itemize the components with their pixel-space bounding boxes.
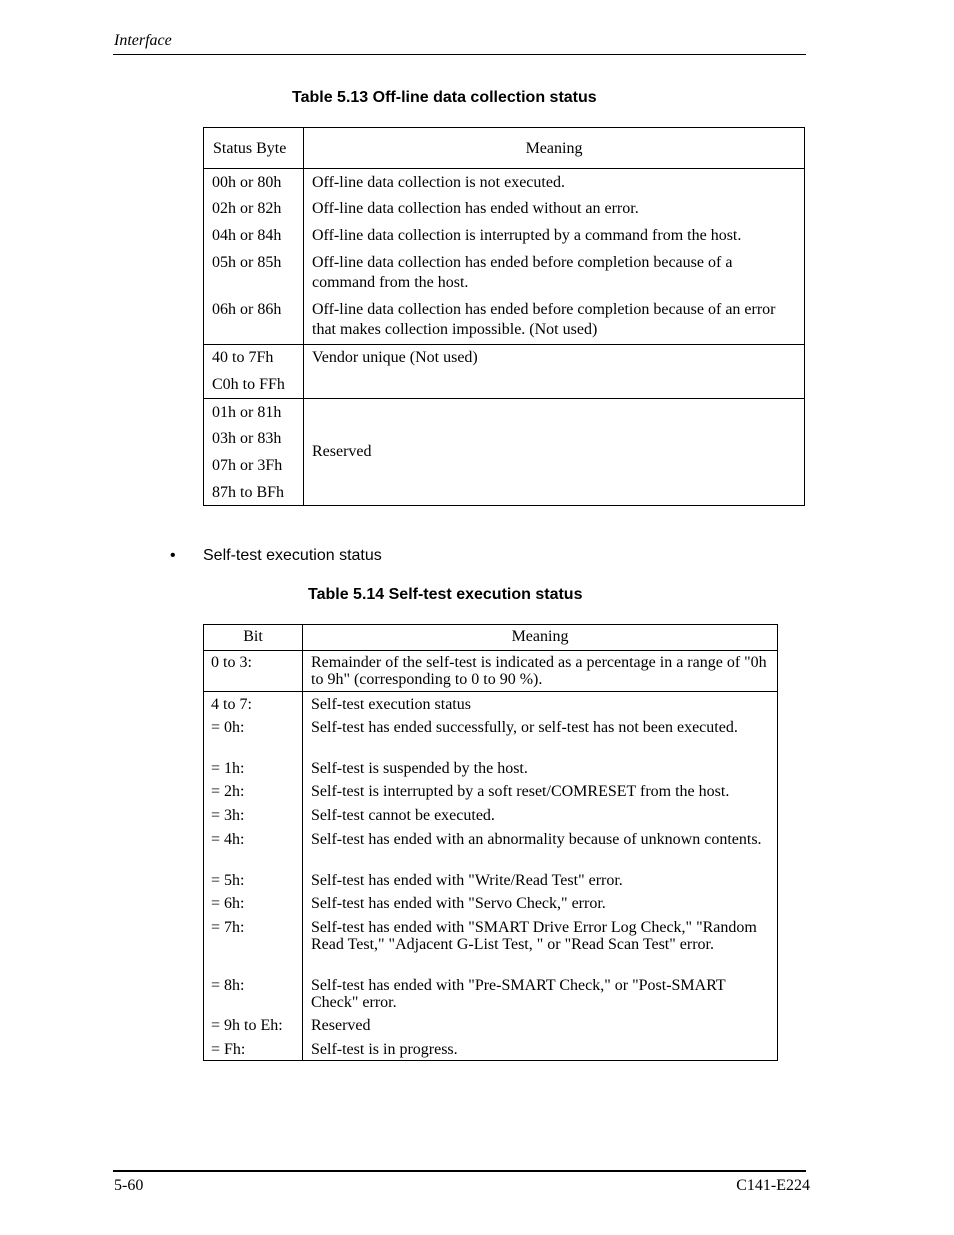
column-header-meaning: Meaning (511, 628, 569, 645)
meaning-cell: Off-line data collection is not executed. (312, 174, 565, 191)
status-byte-cell: 06h or 86h (212, 301, 282, 318)
bit-cell: 4 to 7: (211, 696, 252, 713)
bit-cell: = 8h: (211, 977, 245, 994)
bit-cell: = 7h: (211, 919, 245, 936)
row-group-divider (204, 398, 804, 399)
bit-cell: = 3h: (211, 807, 245, 824)
meaning-cell: Self-test is suspended by the host. (311, 760, 528, 777)
column-header-status-byte: Status Byte (213, 140, 287, 157)
header-row-divider (204, 168, 804, 169)
column-divider (303, 128, 304, 505)
status-byte-cell: 01h or 81h (212, 404, 282, 421)
self-test-status-table (203, 624, 778, 1061)
bit-cell: = 9h to Eh: (211, 1017, 283, 1034)
bullet-marker: • (170, 547, 176, 564)
meaning-cell: Remainder of the self-test is indicated as a percentage in a range of "0h to 9h" (corresponding to 0 to 90 %). (311, 654, 767, 688)
meaning-cell: Reserved (312, 443, 372, 460)
status-byte-cell: 07h or 3Fh (212, 457, 283, 474)
bit-cell: = 2h: (211, 783, 245, 800)
status-byte-cell: 02h or 82h (212, 200, 282, 217)
meaning-cell: Off-line data collection is interrupted by a command from the host. (312, 227, 742, 244)
status-byte-cell: 05h or 85h (212, 254, 282, 271)
column-header-bit: Bit (243, 628, 263, 645)
meaning-cell: Off-line data collection has ended before completion because of an error that makes collection impossible. (Not used) (312, 301, 776, 338)
status-byte-cell: 00h or 80h (212, 174, 282, 191)
bit-cell: = 1h: (211, 760, 245, 777)
bullet-item-text: Self-test execution status (203, 547, 382, 564)
status-byte-cell: 04h or 84h (212, 227, 282, 244)
bit-cell: 0 to 3: (211, 654, 252, 671)
header-row-divider (204, 650, 777, 651)
meaning-cell: Self-test has ended with "Write/Read Test" error. (311, 872, 623, 889)
meaning-cell: Self-test is interrupted by a soft reset/COMRESET from the host. (311, 783, 730, 800)
bit-cell: = 0h: (211, 719, 245, 736)
status-byte-cell: 87h to BFh (212, 484, 285, 501)
column-header-meaning: Meaning (525, 140, 583, 157)
meaning-cell: Off-line data collection has ended before completion because of a command from the host. (312, 254, 733, 291)
running-header: Interface (114, 32, 172, 49)
page-number: 5-60 (114, 1177, 144, 1194)
bit-cell: = 4h: (211, 831, 245, 848)
meaning-cell: Self-test is in progress. (311, 1041, 458, 1058)
meaning-cell: Reserved (311, 1017, 371, 1034)
meaning-cell: Self-test cannot be executed. (311, 807, 495, 824)
table2-caption: Table 5.14 Self-test execution status (308, 586, 583, 603)
bit-cell: = 6h: (211, 895, 245, 912)
bit-cell: = Fh: (211, 1041, 246, 1058)
status-byte-cell: C0h to FFh (212, 376, 285, 393)
meaning-cell: Self-test execution status (311, 696, 471, 713)
bit-cell: = 5h: (211, 872, 245, 889)
table1-caption: Table 5.13 Off-line data collection status (292, 89, 597, 106)
row-group-divider (204, 344, 804, 345)
status-byte-cell: 40 to 7Fh (212, 349, 274, 366)
row-divider (204, 691, 777, 692)
meaning-cell: Self-test has ended with "Pre-SMART Check," or "Post-SMART Check" error. (311, 977, 726, 1011)
document-id: C141-E224 (736, 1177, 810, 1194)
meaning-cell: Self-test has ended with "SMART Drive Error Log Check," "Random Read Test," "Adjacent G-List Test, " or "Read Scan Test" error. (311, 919, 757, 953)
status-byte-cell: 03h or 83h (212, 430, 282, 447)
meaning-cell: Self-test has ended successfully, or self-test has not been executed. (311, 719, 738, 736)
header-divider (113, 54, 806, 55)
footer-divider (113, 1170, 806, 1172)
meaning-cell: Self-test has ended with an abnormality because of unknown contents. (311, 831, 762, 848)
meaning-cell: Off-line data collection has ended without an error. (312, 200, 639, 217)
offline-status-table (203, 127, 805, 506)
meaning-cell: Self-test has ended with "Servo Check," error. (311, 895, 606, 912)
meaning-cell: Vendor unique (Not used) (312, 349, 478, 366)
